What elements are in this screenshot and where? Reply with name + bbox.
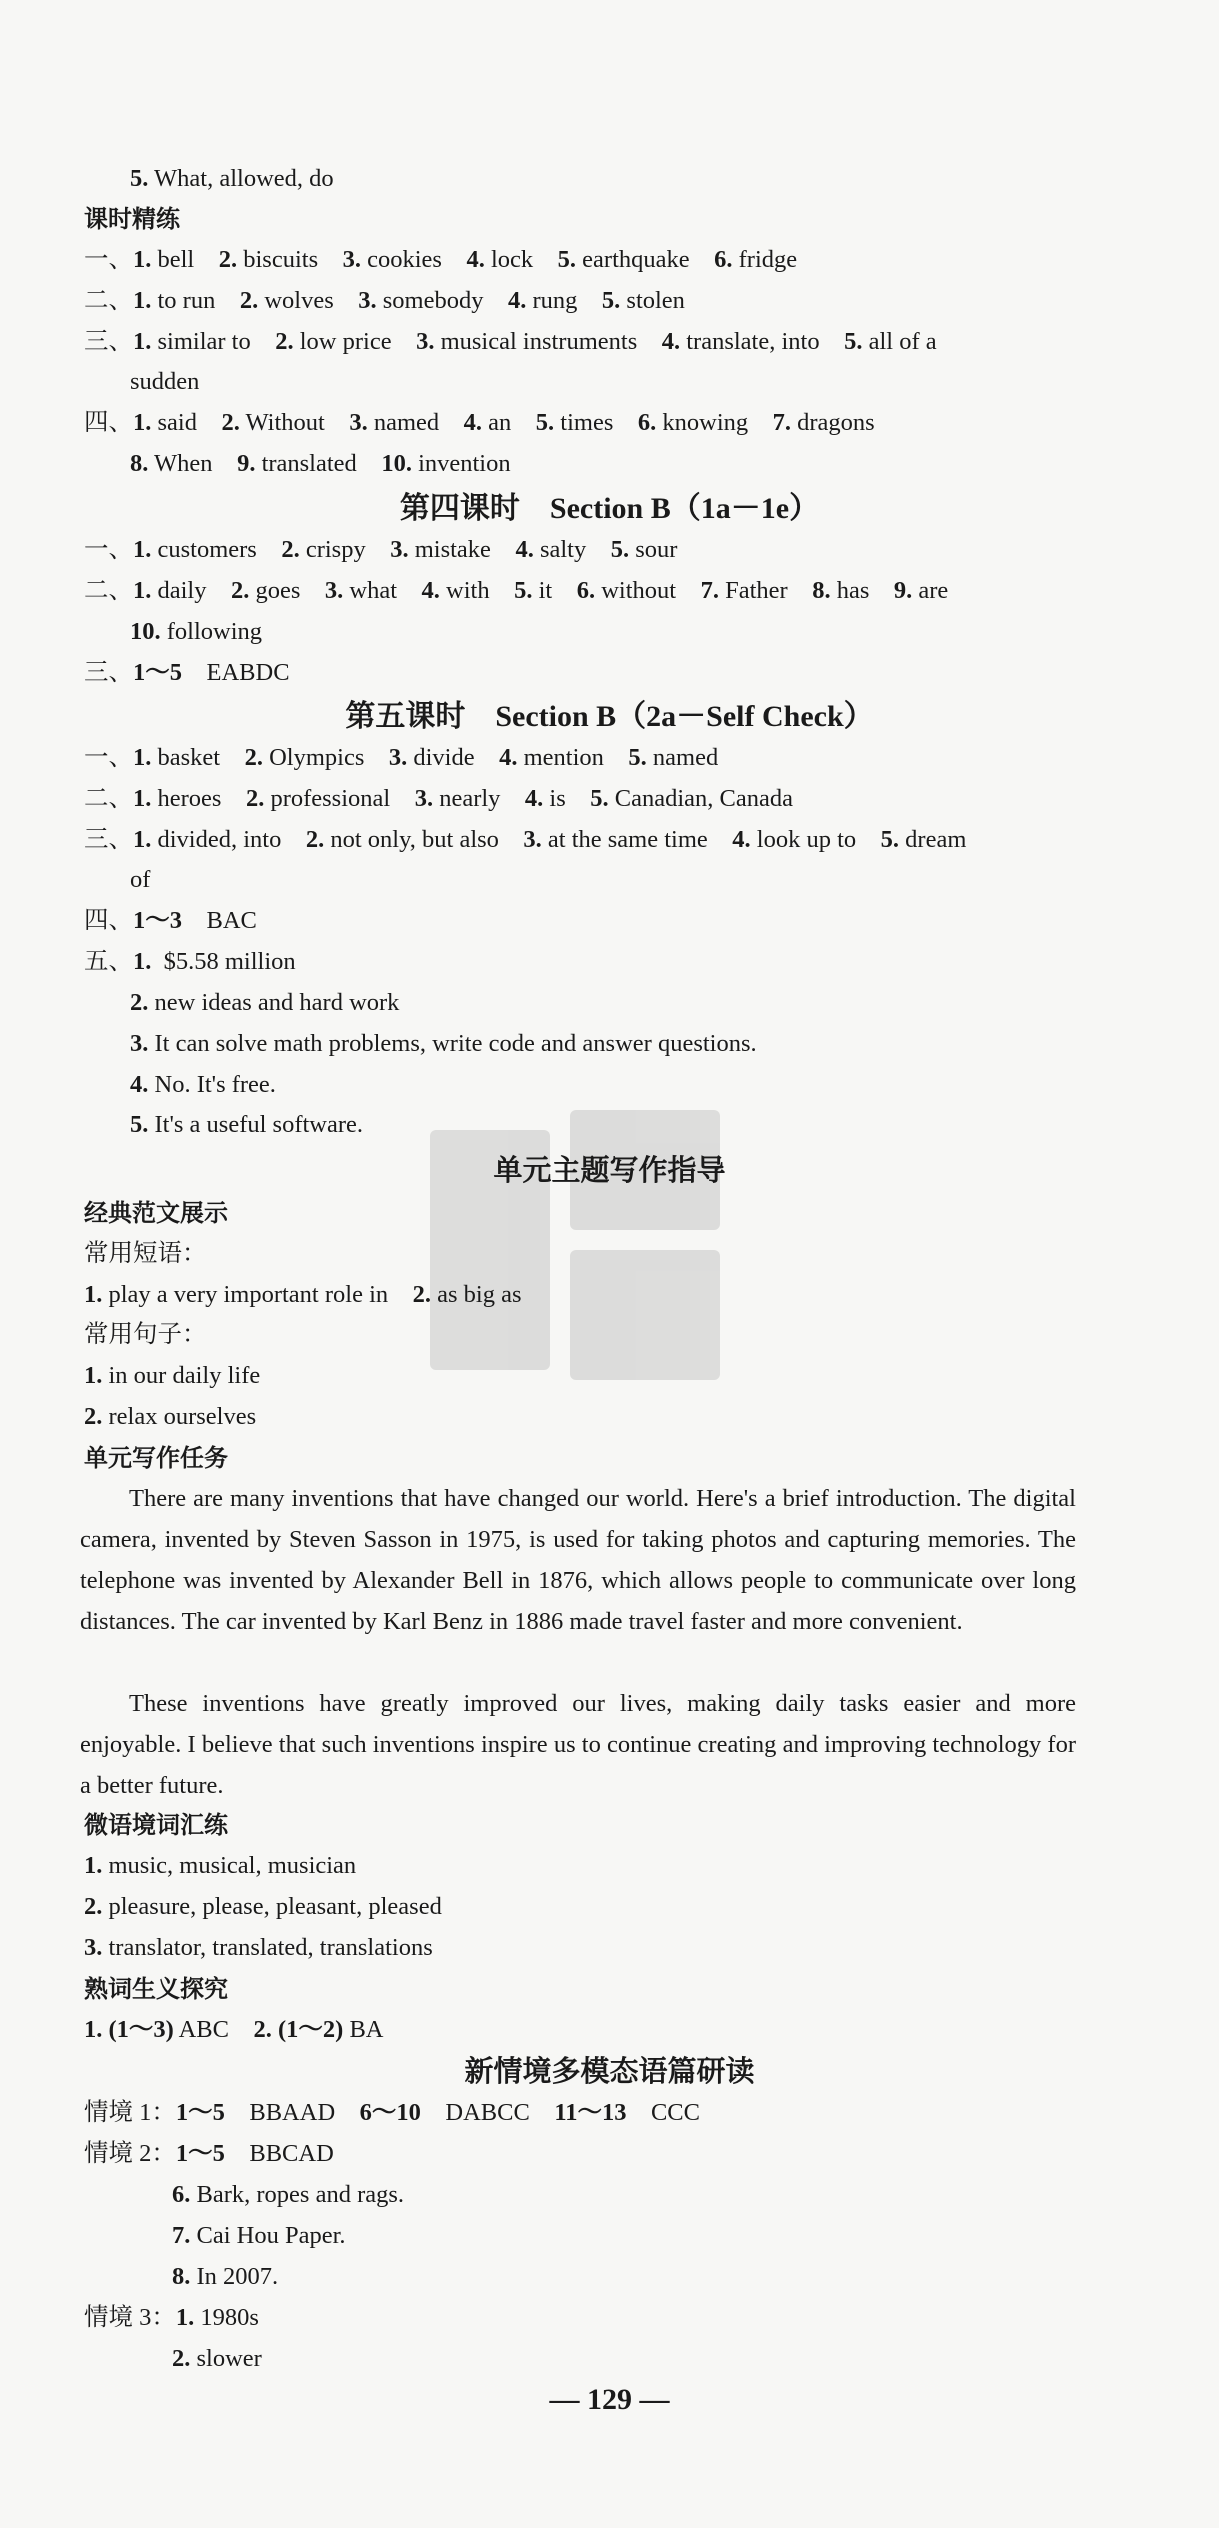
line-text: heroes — [151, 785, 246, 812]
answer-line — [84, 243, 797, 277]
line-text: dream — [899, 826, 967, 853]
item-number: 2. — [305, 826, 325, 853]
item-number: 5. — [130, 165, 149, 192]
line-text: times — [554, 409, 638, 436]
item-number: 1. — [133, 536, 152, 563]
heading-text: 经典范文展示 — [84, 1199, 228, 1227]
item-number: 1～3 — [133, 907, 182, 934]
line-text: translate, into — [680, 328, 845, 355]
item-number: 11～13 — [554, 2099, 627, 2126]
line-text: knowing — [656, 409, 773, 436]
line-text: look up to — [750, 826, 881, 853]
answer-line — [84, 2013, 383, 2047]
line-text: slower — [190, 2345, 262, 2372]
line-text: 三、 — [84, 328, 133, 355]
heading-text: 微语境词汇练 — [84, 1811, 228, 1839]
item-number: 7. — [172, 2222, 191, 2249]
line-text: 三、 — [84, 826, 133, 853]
item-number: 3. — [388, 744, 408, 771]
item-number: 1～5 — [175, 2140, 225, 2167]
answer-line — [84, 945, 296, 979]
line-text: 四、 — [84, 409, 133, 436]
answer-line — [84, 284, 685, 318]
line-text: customers — [151, 536, 282, 563]
item-number: 1. — [84, 1281, 103, 1308]
item-number: 7. — [772, 409, 791, 436]
answer-line — [84, 1359, 260, 1393]
answer-line — [84, 574, 948, 608]
item-number: 2. — [172, 2345, 191, 2372]
line-text: BBAAD — [224, 2099, 360, 2126]
line-text: all of a — [862, 328, 937, 355]
item-number: 1. — [175, 2304, 195, 2331]
answer-line — [172, 2342, 262, 2376]
line-text: divide — [407, 744, 500, 771]
line-text: in our daily life — [102, 1362, 261, 1389]
answer-line — [84, 904, 257, 938]
line-text: without — [595, 577, 701, 604]
line-text: earthquake — [576, 246, 715, 273]
item-number: 5. — [610, 536, 630, 563]
item-number: 2. — [231, 577, 250, 604]
item-number: 6. — [576, 577, 596, 604]
line-text: 二、 — [84, 287, 133, 314]
item-number: 2. — [281, 536, 300, 563]
line-text: stolen — [620, 287, 685, 314]
subsection-heading — [84, 1808, 228, 1843]
item-number: 2. — [275, 328, 294, 355]
item-number: 2. — [245, 785, 265, 812]
item-number: 9. — [237, 450, 256, 477]
line-text: Without — [239, 409, 350, 436]
line-text: It's a useful software. — [148, 1111, 364, 1138]
line-text: play a very important role in — [102, 1281, 413, 1308]
line-text: $5.58 million — [151, 948, 296, 975]
line-text: salty — [533, 536, 611, 563]
item-number: 2. — [253, 2016, 272, 2043]
item-number: 1～5 — [175, 2099, 225, 2126]
subsection-heading — [84, 1441, 228, 1476]
item-number: 3. — [523, 826, 542, 853]
line-text: are — [912, 577, 949, 604]
line-text: of — [130, 866, 151, 893]
essay-paragraph — [80, 1683, 1083, 1806]
essay-paragraph — [80, 1478, 1083, 1642]
item-number: 1. — [133, 577, 152, 604]
item-number: 3. — [342, 246, 361, 273]
heading-text: 熟词生义探究 — [84, 1975, 228, 2003]
answer-line — [130, 1108, 363, 1142]
answer-line — [84, 741, 718, 775]
answer-line — [84, 2096, 700, 2130]
line-text: What, allowed, do — [148, 165, 334, 192]
item-number: 2. — [218, 246, 238, 273]
line-text: wolves — [258, 287, 359, 314]
line-text: It can solve math problems, write code and answer questions. — [148, 1030, 757, 1057]
item-number: 7. — [700, 577, 719, 604]
line-text: lock — [484, 246, 558, 273]
line-text: ABC — [173, 2016, 254, 2043]
answer-line — [84, 823, 966, 857]
line-text: 第五课时 Section B（2a－Self Check） — [345, 700, 874, 733]
item-number: 9. — [893, 577, 913, 604]
heading-text: 单元写作任务 — [84, 1444, 228, 1472]
item-number: 10. — [381, 450, 412, 477]
line-text: sudden — [130, 368, 200, 395]
line-text: translated — [255, 450, 382, 477]
answer-line — [172, 2178, 404, 2212]
line-text: BAC — [182, 907, 257, 934]
answer-line — [130, 447, 511, 481]
lesson-title — [0, 489, 1219, 529]
line-text: named — [367, 409, 464, 436]
line-text: 第四课时 Section B（1a－1e） — [399, 492, 820, 525]
answer-line — [172, 2219, 346, 2253]
answer-line — [130, 1027, 757, 1061]
item-number: 2. — [239, 287, 259, 314]
line-text: biscuits — [237, 246, 343, 273]
line-text: relax ourselves — [102, 1403, 257, 1430]
line-text: similar to — [151, 328, 276, 355]
line-text: at the same time — [541, 826, 733, 853]
line-text: 常用句子： — [84, 1321, 207, 1348]
line-text: 单元主题写作指导 — [493, 1153, 726, 1187]
line-text: mention — [517, 744, 629, 771]
item-number: 3. — [416, 328, 435, 355]
item-number: 5. — [844, 328, 863, 355]
item-number: 6～10 — [359, 2099, 421, 2126]
line-text: basket — [151, 744, 245, 771]
line-text: cookies — [361, 246, 467, 273]
subsection-heading — [84, 1972, 228, 2007]
line-text: it — [532, 577, 577, 604]
item-number: 8. — [812, 577, 831, 604]
item-number: 3. — [130, 1030, 149, 1057]
line-text: Bark, ropes and rags. — [190, 2181, 405, 2208]
item-number: 1. — [133, 744, 152, 771]
line-text: BBCAD — [224, 2140, 334, 2167]
item-number: 5. — [535, 409, 555, 436]
line-text: 一、 — [84, 744, 133, 771]
item-number: 4. — [463, 409, 483, 436]
line-text: professional — [264, 785, 415, 812]
answer-line — [84, 325, 937, 359]
line-text: 四、 — [84, 907, 133, 934]
unit-writing-title — [0, 1150, 1219, 1190]
line-text: is — [543, 785, 591, 812]
item-number: 1. — [133, 409, 152, 436]
line-text: crispy — [299, 536, 391, 563]
answer-line — [84, 782, 793, 816]
item-number: 1. — [133, 948, 152, 975]
item-number: 2. — [130, 989, 149, 1016]
answer-line — [84, 406, 875, 440]
item-number: 2. — [412, 1281, 431, 1308]
line-text: somebody — [376, 287, 508, 314]
item-number: 4. — [661, 328, 681, 355]
item-number: 5. — [601, 287, 621, 314]
answer-line — [84, 2301, 259, 2335]
line-text: invention — [411, 450, 511, 477]
item-number: 4. — [130, 1071, 149, 1098]
item-number: 5. — [590, 785, 609, 812]
answer-line — [84, 1237, 207, 1271]
item-number: 3. — [414, 785, 434, 812]
line-text: pleasure, please, pleasant, pleased — [102, 1893, 442, 1920]
item-number: 4. — [466, 246, 485, 273]
answer-line — [84, 2137, 334, 2171]
item-number: 1. — [133, 287, 152, 314]
line-text: These inventions have greatly improved our lives, making daily tasks easier and more enjoyable. I believe that such inventions inspire us to continue creating and improving technology for a better future. — [80, 1690, 1083, 1799]
item-number: 1. — [133, 826, 152, 853]
line-text: with — [439, 577, 515, 604]
answer-line — [130, 1068, 276, 1102]
line-text: dragons — [791, 409, 875, 436]
line-text: When — [148, 450, 238, 477]
item-number: 1～5 — [133, 659, 182, 686]
line-text: translator, translated, translations — [102, 1934, 433, 1961]
answer-line-continuation — [130, 863, 150, 897]
line-text: 二、 — [84, 577, 133, 604]
line-text: mistake — [408, 536, 516, 563]
item-number: 2. — [84, 1893, 103, 1920]
lesson-title — [0, 697, 1219, 737]
line-text: rung — [526, 287, 602, 314]
line-text: what — [343, 577, 422, 604]
item-number: 1. — [84, 2016, 103, 2043]
line-text: nearly — [433, 785, 525, 812]
answer-line — [84, 656, 290, 690]
line-text: said — [151, 409, 222, 436]
item-number: 4. — [507, 287, 527, 314]
item-number: 3. — [390, 536, 409, 563]
item-number: 6. — [637, 409, 657, 436]
line-text: bell — [151, 246, 219, 273]
line-text: DABCC — [420, 2099, 555, 2126]
answer-line — [84, 1849, 356, 1883]
item-number: 1. — [133, 328, 152, 355]
line-text: as big as — [431, 1281, 522, 1308]
item-number: 2. — [244, 744, 263, 771]
line-text: 情境 3： — [84, 2304, 176, 2331]
item-number: 1. — [133, 785, 152, 812]
item-number: 3. — [349, 409, 368, 436]
item-number: 6. — [172, 2181, 191, 2208]
line-text: divided, into — [151, 826, 306, 853]
item-number: 5. — [880, 826, 900, 853]
line-text: CCC — [626, 2099, 700, 2126]
line-text: music, musical, musician — [102, 1852, 357, 1879]
line-text: musical instruments — [434, 328, 662, 355]
item-number: 1. — [84, 1362, 103, 1389]
answer-line — [84, 1400, 256, 1434]
page-number: — 129 — — [549, 2383, 670, 2416]
line-text: 1980s — [194, 2304, 259, 2331]
line-text: BA — [343, 2016, 384, 2043]
item-number: 5. — [628, 744, 647, 771]
line-text: Father — [718, 577, 813, 604]
line-text: 情境 2： — [84, 2140, 176, 2167]
item-number: 4. — [732, 826, 751, 853]
line-text: daily — [151, 577, 231, 604]
line-text: named — [646, 744, 719, 771]
line-text: In 2007. — [190, 2263, 279, 2290]
line-text: Canadian, Canada — [608, 785, 794, 812]
line-text: 常用短语： — [84, 1240, 207, 1267]
item-number: 4. — [515, 536, 534, 563]
item-number: 6. — [714, 246, 733, 273]
line-text: 一、 — [84, 536, 133, 563]
line-text: 二、 — [84, 785, 133, 812]
line-text: has — [830, 577, 894, 604]
item-number: 8. — [172, 2263, 191, 2290]
item-number: 3. — [324, 577, 344, 604]
item-number: 3. — [84, 1934, 103, 1961]
line-text: No. It's free. — [148, 1071, 276, 1098]
answer-line — [172, 2260, 278, 2294]
line-text: 一、 — [84, 246, 133, 273]
line-text: Cai Hou Paper. — [190, 2222, 346, 2249]
line-text: not only, but also — [324, 826, 524, 853]
answer-line — [130, 986, 399, 1020]
answer-line — [130, 162, 334, 196]
item-number: (1～3) — [108, 2016, 174, 2043]
item-number: 2. — [221, 409, 240, 436]
line-text: following — [160, 618, 263, 645]
item-number: 3. — [358, 287, 377, 314]
line-text: 情境 1： — [84, 2099, 176, 2126]
line-text: an — [482, 409, 536, 436]
answer-line — [130, 615, 262, 649]
item-number: (1～2) — [277, 2016, 344, 2043]
item-number: 2. — [84, 1403, 103, 1430]
item-number: 1. — [84, 1852, 103, 1879]
item-number: 4. — [524, 785, 544, 812]
line-text: goes — [249, 577, 325, 604]
line-text: to run — [151, 287, 240, 314]
line-text: low price — [293, 328, 417, 355]
line-text: new ideas and hard work — [148, 989, 400, 1016]
line-text: fridge — [732, 246, 798, 273]
answer-line — [84, 533, 677, 567]
answer-line-continuation — [130, 365, 199, 399]
item-number: 1. — [133, 246, 152, 273]
item-number: 5. — [557, 246, 577, 273]
line-text: 三、 — [84, 659, 133, 686]
answer-line — [84, 1890, 442, 1924]
answer-line — [84, 1931, 433, 1965]
subsection-heading — [84, 1196, 228, 1231]
line-text: There are many inventions that have changed our world. Here's a brief introduction. The digital camera, invented by Steven Sasson in 1975, is used for taking photos and capturing memories. The telephone was invented by Alexander Bell in 1876, which allows people to communicate over long distances. The car invented by Karl Benz in 1886 made travel faster and more convenient. — [80, 1485, 1083, 1635]
line-text: Olympics — [262, 744, 389, 771]
item-number: 4. — [499, 744, 518, 771]
item-number: 10. — [130, 618, 161, 645]
heading-text: 课时精练 — [84, 205, 180, 233]
line-text: 五、 — [84, 948, 133, 975]
item-number: 8. — [130, 450, 149, 477]
item-number: 5. — [130, 1111, 149, 1138]
answer-line — [84, 1278, 522, 1312]
line-text: sour — [629, 536, 678, 563]
line-text: EABDC — [182, 659, 290, 686]
item-number: 5. — [514, 577, 533, 604]
line-text: 新情境多模态语篇研读 — [464, 2054, 755, 2088]
reading-section-title — [0, 2051, 1219, 2091]
answer-line — [84, 1318, 207, 1352]
item-number: 4. — [421, 577, 440, 604]
subsection-heading — [84, 202, 180, 237]
